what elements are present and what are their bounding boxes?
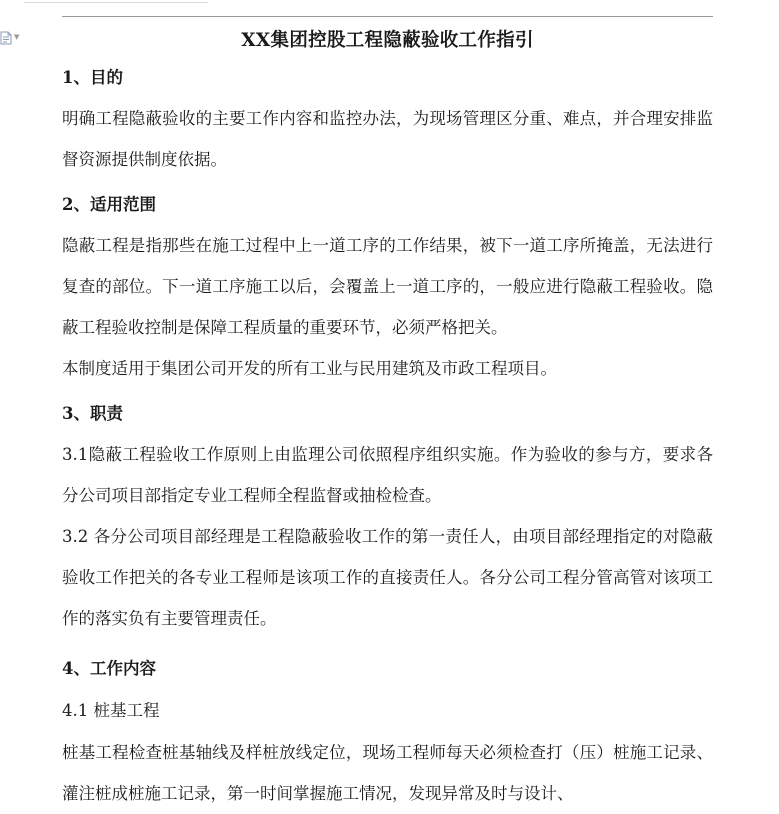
section-paragraph: 隐蔽工程是指那些在施工过程中上一道工序的工作结果，被下一道工序所掩盖，无法进行复查的部位。下一道工序施工以后，会覆盖上一道工序的，一般应进行隐蔽工程验收。隐蔽工程验收控制是保障工程质量的重要环节，必须严格把关。 [62,236,713,337]
section-heading: 1、目的 [62,68,123,87]
section-paragraph: 明确工程隐蔽验收的主要工作内容和监控办法，为现场管理区分重、难点，并合理安排监督资源提供制度依据。 [62,109,713,169]
section-paragraph: 3.2 各分公司项目部经理是工程隐蔽验收工作的第一责任人，由项目部经理指定的对隐蔽验收工作把关的各专业工程师是该项工作的直接责任人。各分公司工程分管高管对该项工作的落实负有主要管理责任。 [62,527,713,628]
chevron-down-icon[interactable]: ▼ [14,33,20,41]
section-paragraph: 本制度适用于集团公司开发的所有工业与民用建筑及市政工程项目。 [62,359,557,378]
section-heading: 4、工作内容 [62,659,156,678]
section-purpose [62,58,713,180]
section-work-content [62,649,713,814]
top-edge-rule [24,2,208,3]
section-paragraph: 3.1隐蔽工程验收工作原则上由监理公司依照程序组织实施。作为验收的参与方，要求各分公司项目部指定专业工程师全程监督或抽检检查。 [62,445,713,505]
section-paragraph: 桩基工程检查桩基轴线及样桩放线定位，现场工程师每天必须检查打（压）桩施工记录、灌注桩成桩施工记录，第一时间掌握施工情况，发现异常及时与设计、 [62,743,713,803]
document-title: XX集团控股工程隐蔽验收工作指引 [241,30,534,51]
section-heading: 2、适用范围 [62,195,156,214]
document-page [62,24,713,814]
document-icon[interactable] [0,30,12,44]
subsection-heading: 4.1 桩基工程 [62,701,160,720]
section-responsibilities [62,394,713,639]
section-heading: 3、职责 [62,404,123,423]
page-header-rule [62,16,713,17]
section-scope [62,185,713,389]
